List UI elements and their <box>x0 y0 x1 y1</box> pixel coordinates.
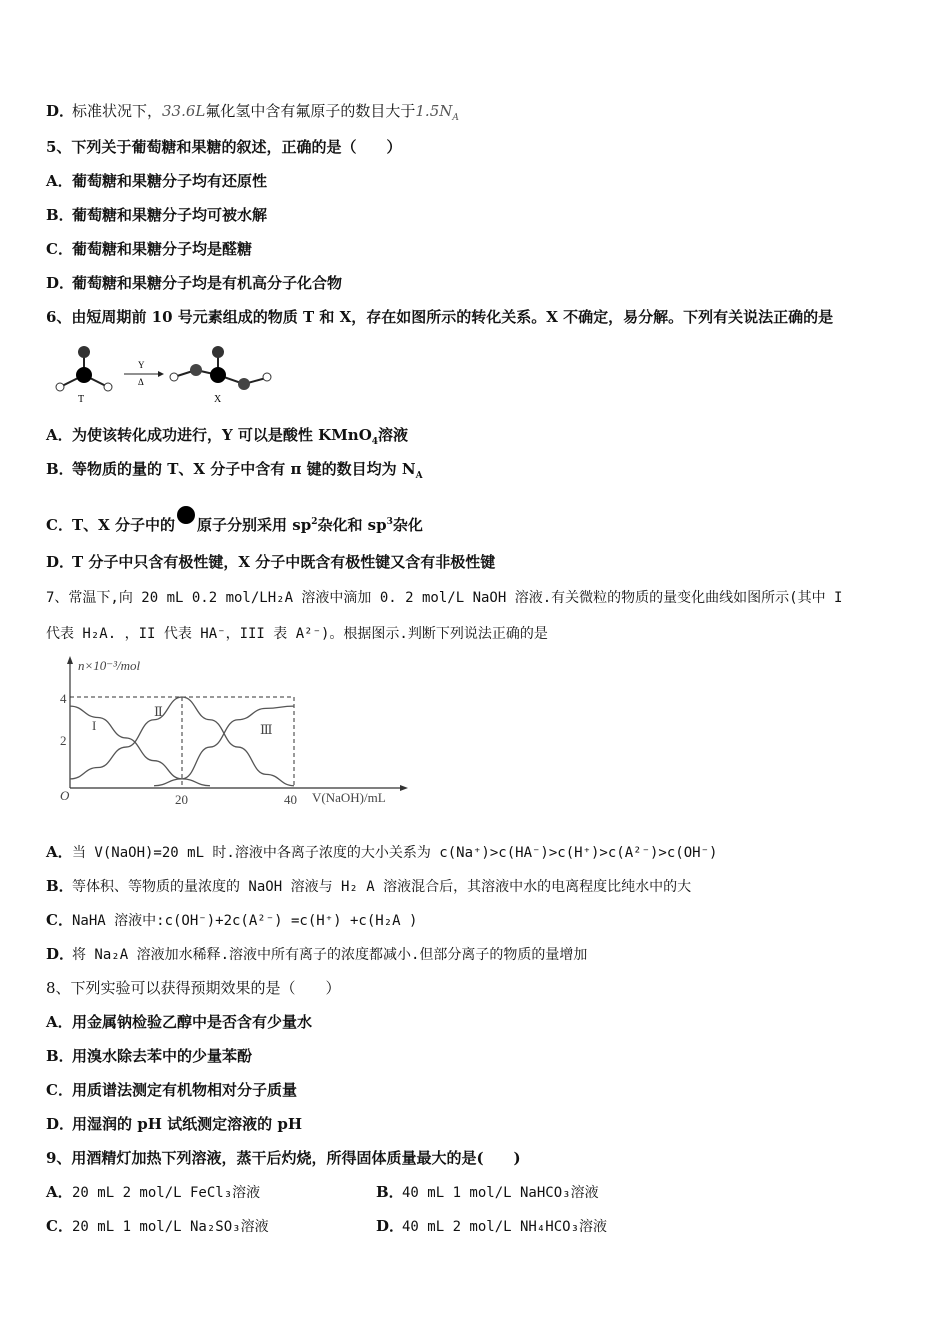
q7-chart <box>50 650 420 810</box>
q8-option-c: C．用质谱法测定有机物相对分子质量 <box>46 1081 298 1099</box>
q4-option-d: D．标准状况下，33.6L氟化氢中含有氟原子的数目大于$1.5N_A$ <box>46 102 459 123</box>
t-h-atom <box>56 383 64 391</box>
x-h-atom <box>263 373 271 381</box>
q7-option-a: A．当 V(NaOH)=20 mL 时.溶液中各离子浓度的大小关系为 c(Na⁺)>c(HA⁻)>c(H⁺)>c(A²⁻)>c(OH⁻) <box>46 843 718 861</box>
x-h-atom <box>170 373 178 381</box>
q6-option-a: A．为使该转化成功进行，Y 可以是酸性 KMnO$_4$溶液 <box>46 426 409 447</box>
q5-option-d: D．葡萄糖和果糖分子均是有机高分子化合物 <box>46 274 343 292</box>
q7-stem-line2: 代表 H₂A. ，II 代表 HA⁻，III 表 A²⁻)。根据图示.判断下列说法正确的是 <box>46 626 548 642</box>
y-axis-arrow-icon <box>67 656 73 664</box>
q9-option-b: B．40 mL 1 mol/L NaHCO₃溶液 <box>376 1183 599 1201</box>
x-tick-20: 20 <box>175 792 188 807</box>
x-tick-40: 40 <box>284 792 297 807</box>
x-carbon-atom <box>210 367 226 383</box>
carbon-atom-icon <box>177 506 195 524</box>
svg-text:Y: Y <box>138 360 145 370</box>
y-axis-label: n×10⁻³/mol <box>78 658 141 673</box>
q9-option-d: D．40 mL 2 mol/L NH₄HCO₃溶液 <box>376 1217 608 1235</box>
series-line-3 <box>154 706 294 786</box>
q6-option-d: D．T 分子中只含有极性键，X 分子中既含有极性键又含有非极性键 <box>46 553 496 571</box>
series-line-1 <box>70 706 210 786</box>
q9-stem: 9、用酒精灯加热下列溶液，蒸干后灼烧，所得固体质量最大的是( ) <box>46 1149 521 1167</box>
curve-label-iii: Ⅲ <box>260 722 273 737</box>
x-oxygen-atom <box>238 378 250 390</box>
curve-label-i: I <box>92 718 97 733</box>
t-oxygen-atom <box>78 346 90 358</box>
q7-stem-line1: 7、常温下,向 20 mL 0.2 mol/LH₂A 溶液中滴加 0. 2 mol/L NaOH 溶液.有关微粒的物质的量变化曲线如图所示(其中 I <box>46 590 843 606</box>
q8-option-b: B．用溴水除去苯中的少量苯酚 <box>46 1047 253 1065</box>
q8-option-a: A．用金属钠检验乙醇中是否含有少量水 <box>46 1013 313 1031</box>
q7-option-b: B．等体积、等物质的量浓度的 NaOH 溶液与 H₂ A 溶液混合后，其溶液中水的电离程度比纯水中的大 <box>46 877 692 895</box>
q9-option-c: C．20 mL 1 mol/L Na₂SO₃溶液 <box>46 1217 269 1235</box>
x-oxygen-atom <box>212 346 224 358</box>
svg-text:Δ: Δ <box>138 377 144 387</box>
q9-option-a: A．20 mL 2 mol/L FeCl₃溶液 <box>46 1183 261 1201</box>
y-tick-2: 2 <box>60 733 67 748</box>
t-h-atom <box>104 383 112 391</box>
q7-option-c: C．NaHA 溶液中:c(OH⁻)+2c(A²⁻) =c(H⁺) +c(H₂A ) <box>46 911 418 929</box>
q6-option-b: B．等物质的量的 T、X 分子中含有 π 键的数目均为 $N_A$ <box>46 460 423 481</box>
curve-label-ii: Ⅱ <box>154 704 163 719</box>
q5-option-a: A．葡萄糖和果糖分子均有还原性 <box>46 172 268 190</box>
q6-reaction-diagram <box>46 340 286 410</box>
t-carbon-atom <box>76 367 92 383</box>
q5-option-c: C．葡萄糖和果糖分子均是醛糖 <box>46 240 253 258</box>
origin-label: O <box>60 788 70 803</box>
x-axis-label: V(NaOH)/mL <box>312 790 386 805</box>
svg-text:T: T <box>78 394 85 405</box>
svg-text:X: X <box>214 394 222 405</box>
x-oxygen-atom <box>190 364 202 376</box>
q5-option-b: B．葡萄糖和果糖分子均可被水解 <box>46 206 268 224</box>
arrow-icon <box>158 371 164 377</box>
q6-stem: 6、由短周期前 10 号元素组成的物质 T 和 X，存在如图所示的转化关系。X 不确定，易分解。下列有关说法正确的是 <box>46 308 834 326</box>
q8-option-d: D．用湿润的 pH 试纸测定溶液的 pH <box>46 1115 302 1133</box>
q6-option-c: C．T、X 分子中的 原子分别采用 $sp^2$杂化和 $sp^3$杂化 <box>46 506 423 535</box>
x-axis-arrow-icon <box>400 785 408 791</box>
q8-stem: 8、下列实验可以获得预期效果的是（ ） <box>46 979 341 997</box>
q5-stem: 5、下列关于葡萄糖和果糖的叙述，正确的是（ ） <box>46 138 402 156</box>
y-tick-4: 4 <box>60 691 67 706</box>
q7-option-d: D．将 Na₂A 溶液加水稀释.溶液中所有离子的浓度都减小.但部分离子的物质的量增加 <box>46 945 588 963</box>
